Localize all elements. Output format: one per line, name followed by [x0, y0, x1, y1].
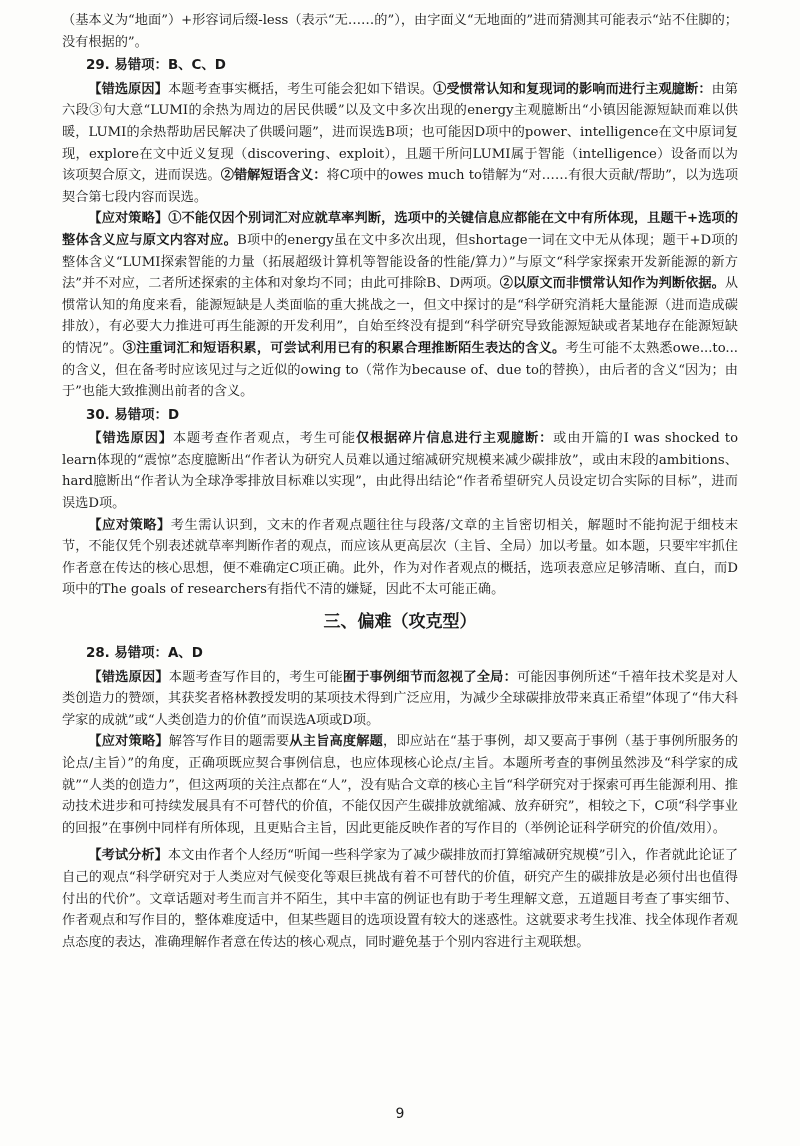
- q29-reason-text-2: 由第六段③句大意“LUMI的余热为周边的居民供暖”以及文中多次出现的energy主观臆断出“小镇因能源短缺而难以供暖，LUMI的余热帮助居民解决了供暖问题”，进而误选B项；也可能因D项中的power、intelligence在文中原词复现，explore在文中近义复现（discovering、exploit），且题干所问LUMI属于智能（intelligence）设备而以为该项契合原文，进而误选。: [62, 81, 739, 184]
- q29-reason-bold-1: ①受惯常认知和复现词的影响而进行主观臆断：: [433, 81, 712, 97]
- q28-title: 28. 易错项：A、D: [86, 646, 203, 662]
- q30-reason-label: 【错选原因】: [88, 431, 173, 447]
- q30-reason-text-2: 或由开篇的I was shocked to learn体现的“震惊”态度臆断出“作者认为研究人员难以通过缩减研究规模来减少碳排放”，或由末段的ambitions、hard臆断出“作者认为全球净零排放目标难以实现”，由此得出结论“作者希望研究人员设定切合实际的目标”，进而误选D项。: [62, 431, 739, 512]
- q28-strategy-label: 【应对策略】: [88, 734, 169, 750]
- q30-reason-bold-1: 仅根据碎片信息进行主观臆断：: [355, 431, 554, 447]
- q30-reason-paragraph: [62, 428, 738, 514]
- q28-reason-paragraph: [62, 667, 738, 732]
- section-title: 三、偏难（攻克型）: [323, 612, 477, 633]
- q30-strategy-paragraph: [62, 515, 738, 601]
- analysis-label: 【考试分析】: [88, 848, 168, 864]
- q29-reason-text-1: 本题考查事实概括，考生可能会犯如下错误。: [167, 81, 434, 97]
- q28-reason-text-2: 可能因事例所述“千禧年技术奖是对人类创造力的赞颂，其获奖者格林教授发明的某项技术得到广泛应用，为减少全球碳排放带来真正希望”体现了“伟大科学家的成就”或“人类创造力的价值”而误选A项或D项。: [62, 669, 738, 728]
- q30-title: 30. 易错项：D: [86, 407, 180, 423]
- q29-strategy-text-1: B项中的energy虽在文中多次出现，但shortage一词在文中无从体现；题干+D项的整体含义“LUMI探索智能的力量（拓展超级计算机等智能设备的性能/算力）”与原文“科学家探索开发新能源的新方法”并不对应，二者所述探索的主体和对象均不同；由此可排除B、D两项。: [62, 232, 738, 292]
- q29-reason-bold-2: ②错解短语含义：: [220, 168, 327, 184]
- q28-strategy-text-2: ，即应站在“基于事例，却又要高于事例（基于事例所服务的论点/主旨）”的角度，正确项既应契合事例信息，也应体现核心论点/主旨。本题所考查的事例虽然涉及“科学家的成就”“人类的创造力”，但这两项的关注点都在“人”，没有贴合文章的核心主旨“科学研究对于探索可再生能源利用、推动技术进步和可持续发展具有不可替代的价值，不能仅因产生碳排放就缩减、放弃研究”，相较之下，C项“科学事业的回报”在事例中同样有所体现，且更贴合主旨，因此更能反映作者的写作目的（举例论证科学研究的价值/效用）。: [62, 734, 739, 836]
- q30-strategy-text-1: 考生需认识到，文末的作者观点题往往与段落/文章的主旨密切相关，解题时不能拘泥于细枝末节，不能仅凭个别表述就草率判断作者的观点，而应该从更高层次（主旨、全局）加以考量。如本题，只要牢牢抓住作者意在传达的核心思想，便不难确定C项正确。此外，作为对作者观点的概括，选项表意应足够清晰、直白，而D项中的The goals of researchers有指代不清的嫌疑，因此不太可能正确。: [62, 517, 739, 598]
- q30-reason-text-1: 本题考查作者观点，考生可能: [172, 431, 356, 447]
- q29-strategy-paragraph: [62, 208, 738, 402]
- q29-reason-text-3: 将C项中的owes much to错解为“对……有很大贡献/帮助”，以为选项契合第七段内容而误选。: [62, 168, 739, 205]
- q29-strategy-bold-2: ②以原文而非惯常认知作为判断依据。: [499, 276, 725, 292]
- q29-strategy-bold-1: ①不能仅因个别词汇对应就草率判断，选项中的关键信息应都能在文中有所体现，且题干+选项的整体含义应与原文内容对应。: [62, 211, 739, 248]
- q29-title: 29. 易错项：B、C、D: [86, 58, 226, 74]
- page-number: 9: [395, 1106, 405, 1122]
- q29-reason-label: 【错选原因】: [88, 81, 168, 97]
- q28-strategy-paragraph: [62, 731, 738, 839]
- q29-strategy-label: 【应对策略】: [88, 211, 169, 227]
- q28-strategy-text-1: 解答写作目的题需要: [168, 734, 290, 750]
- analysis-text: 本文由作者个人经历“听闻一些科学家为了减少碳排放而打算缩减研究规模”引入，作者就此论证了自己的观点“科学研究对于人类应对气候变化等艰巨挑战有着不可替代的价值，研究产生的碳排放是必须付出也值得付出的代价”。文章话题对考生而言并不陌生，其中丰富的例证也有助于考生理解文意，五道题目考查了事实细节、作者观点和写作目的，整体难度适中，但某些题目的选项设置有较大的迷惑性。这就要求考生找准、找全体现作者观点态度的表达，准确理解作者意在传达的核心观点，同时避免基于个别内容进行主观联想。: [62, 848, 739, 950]
- q29-strategy-bold-3: ③注重词汇和短语积累，可尝试利用已有的积累合理推断陌生表达的含义。: [122, 340, 566, 356]
- q29-strategy-text-2: 从惯常认知的角度来看，能源短缺是人类面临的重大挑战之一，但文中探讨的是“科学研究消耗大量能源（进而造成碳排放），有必要大力推进可再生能源的开发利用”，自始至终没有提到“科学研究导致能源短缺或者某地存在能源短缺的情况”。: [62, 276, 738, 356]
- q28-reason-bold-1: 囿于事例细节而忽视了全局：: [342, 669, 517, 685]
- q30-strategy-label: 【应对策略】: [88, 517, 171, 533]
- q28-strategy-bold-1: 从主旨高度解题: [289, 734, 384, 750]
- q28-reason-text-1: 本题考查写作目的，考生可能: [168, 669, 343, 685]
- intro-paragraph: （基本义为“地面”）+形容词后缀-less（表示“无……的”），由字面义“无地面的”进而猜测其可能表示“站不住脚的；没有根据的”。: [62, 13, 738, 50]
- q29-reason-paragraph: [62, 79, 738, 209]
- q29-strategy-text-3: 考生可能不太熟悉owe...to...的含义，但在备考时应该见过与之近似的owing to（常作为because of、due to的替换），由后者的含义“因为；由于”也能大致推测出前者的含义。: [62, 340, 738, 400]
- q28-reason-label: 【错选原因】: [88, 669, 169, 685]
- analysis-paragraph: [62, 845, 738, 953]
